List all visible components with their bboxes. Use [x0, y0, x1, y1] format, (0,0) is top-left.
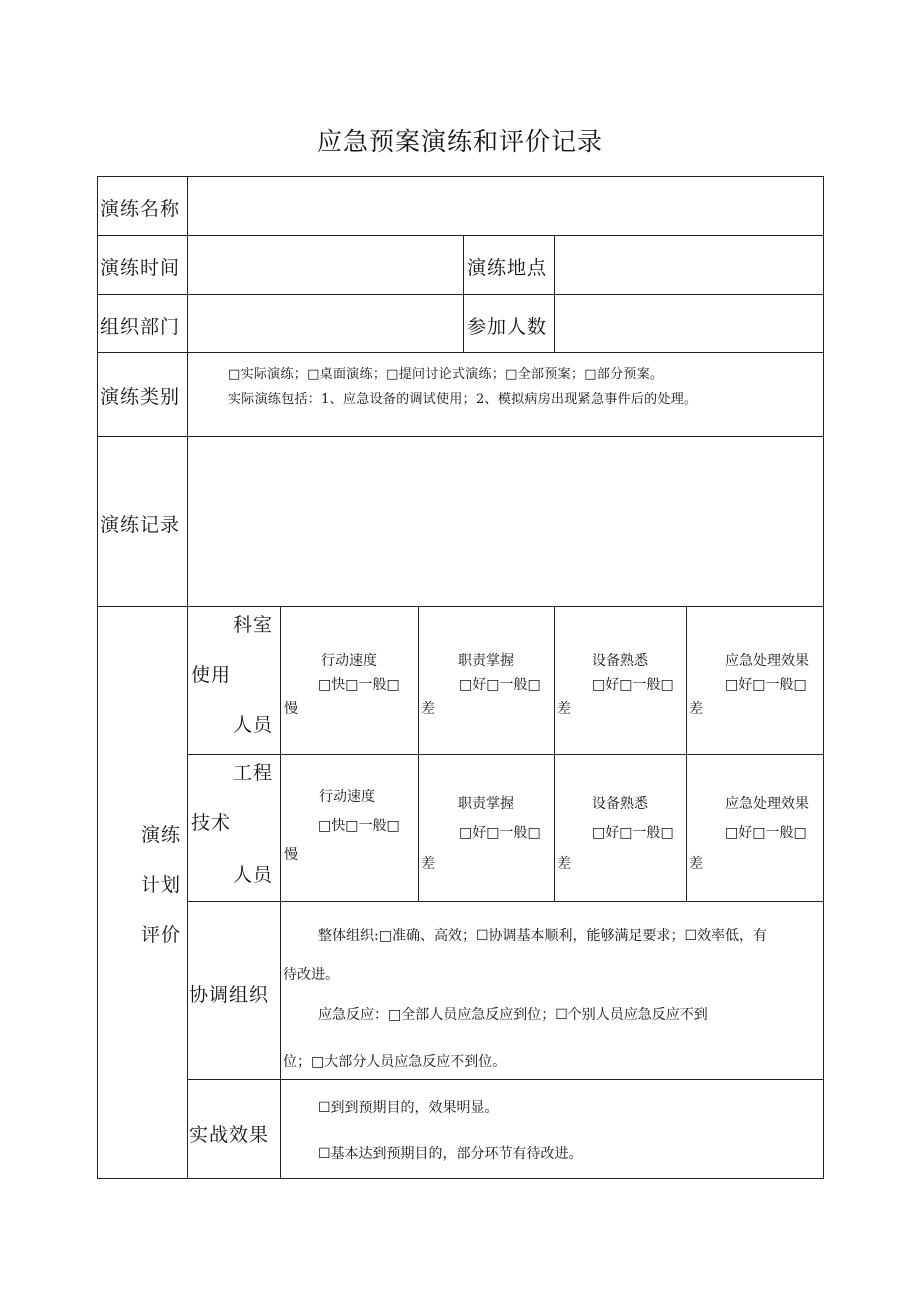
row-divider: [97, 436, 824, 437]
criterion-option-tail: 差: [421, 856, 435, 872]
coordination-line-4[interactable]: 位；□大部分人员应急反应不到位。: [283, 1054, 507, 1070]
row-divider: [97, 352, 824, 353]
criterion-options[interactable]: □好□一般□: [725, 677, 807, 693]
dept-users-label-1: 科室: [233, 614, 274, 636]
table-border-top: [97, 176, 824, 177]
criterion-name: 行动速度: [321, 653, 377, 669]
criterion-name: 职责掌握: [458, 796, 514, 812]
table-border-bottom: [97, 1178, 824, 1179]
eng-staff-label-2: 技术: [191, 812, 232, 834]
row-divider: [97, 606, 824, 607]
criterion-options[interactable]: □好□一般□: [592, 825, 674, 841]
dept-users-label-3: 人员: [233, 714, 274, 736]
criterion-option-tail: 慢: [284, 701, 298, 717]
table-border-right: [823, 176, 824, 1179]
criterion-option-tail: 差: [557, 701, 571, 717]
row-divider: [97, 235, 824, 236]
org-dept-field[interactable]: [189, 296, 462, 351]
col-divider: [463, 235, 464, 353]
label-plan-eval-1: 演练: [141, 824, 182, 846]
criterion-option-tail: 慢: [284, 847, 298, 863]
criterion-option-tail: 差: [689, 701, 703, 717]
coordination-label: 协调组织: [189, 984, 270, 1006]
criterion-name: 设备熟悉: [592, 796, 648, 812]
drill-time-field[interactable]: [189, 237, 462, 293]
row-divider: [97, 294, 824, 295]
criterion-name: 应急处理效果: [725, 653, 809, 669]
criterion-options[interactable]: □好□一般□: [459, 677, 541, 693]
col-divider: [280, 606, 281, 1179]
col-divider: [187, 176, 188, 1179]
drill-record-field[interactable]: [189, 438, 822, 605]
criterion-name: 职责掌握: [458, 653, 514, 669]
criterion-name: 行动速度: [319, 789, 375, 805]
row-divider: [187, 901, 824, 902]
col-divider: [554, 235, 555, 353]
criterion-options[interactable]: □快□一般□: [318, 818, 400, 834]
criterion-option-tail: 差: [421, 701, 435, 717]
page-title: 应急预案演练和评价记录: [316, 127, 603, 156]
effect-option-1[interactable]: ☐到到预期目的，效果明显。: [318, 1100, 499, 1116]
coordination-line-1[interactable]: 整体组织:□准确、高效；☐协调基本顺利，能够满足要求；☐效率低，有: [318, 928, 768, 944]
col-divider: [418, 606, 419, 902]
label-plan-eval-3: 评价: [141, 924, 182, 946]
col-divider: [554, 606, 555, 902]
drill-name-field[interactable]: [189, 178, 822, 234]
criterion-name: 设备熟悉: [592, 653, 648, 669]
criterion-options[interactable]: □快□一般□: [318, 677, 400, 693]
row-divider: [187, 754, 824, 755]
label-drill-location: 演练地点: [467, 257, 548, 279]
eng-staff-label-3: 人员: [233, 864, 274, 886]
criterion-option-tail: 差: [689, 856, 703, 872]
drill-type-detail: 实际演练包括：1、应急设备的调试使用；2、模拟病房出现紧急事件后的处理。: [228, 392, 698, 407]
dept-users-label-2: 使用: [191, 664, 232, 686]
participants-field[interactable]: [556, 296, 822, 351]
effect-label: 实战效果: [189, 1124, 270, 1146]
coordination-line-3[interactable]: 应急反应：□全部人员应急反应到位；☐个别人员应急反应不到: [318, 1007, 708, 1023]
criterion-options[interactable]: □好□一般□: [459, 825, 541, 841]
drill-location-field[interactable]: [556, 237, 822, 293]
table-border-left: [97, 176, 98, 1179]
effect-option-2[interactable]: ☐基本达到预期目的，部分环节有待改进。: [318, 1146, 583, 1162]
eng-staff-label-1: 工程: [233, 762, 274, 784]
col-divider: [686, 606, 687, 902]
criterion-options[interactable]: □好□一般□: [725, 825, 807, 841]
label-drill-type: 演练类别: [100, 386, 181, 408]
criterion-name: 应急处理效果: [725, 796, 809, 812]
row-divider: [187, 1079, 824, 1080]
label-drill-record: 演练记录: [100, 514, 181, 536]
criterion-options[interactable]: □好□一般□: [592, 677, 674, 693]
coordination-line-2: 待改进。: [283, 967, 339, 983]
label-plan-eval-2: 计划: [141, 874, 182, 896]
label-org-dept: 组织部门: [100, 316, 181, 338]
label-drill-time: 演练时间: [100, 257, 181, 279]
label-drill-name: 演练名称: [100, 198, 181, 220]
drill-type-options[interactable]: □实际演练；□桌面演练；□提问讨论式演练；□全部预案；□部分预案。: [228, 367, 664, 382]
label-participants: 参加人数: [467, 316, 548, 338]
criterion-option-tail: 差: [557, 856, 571, 872]
